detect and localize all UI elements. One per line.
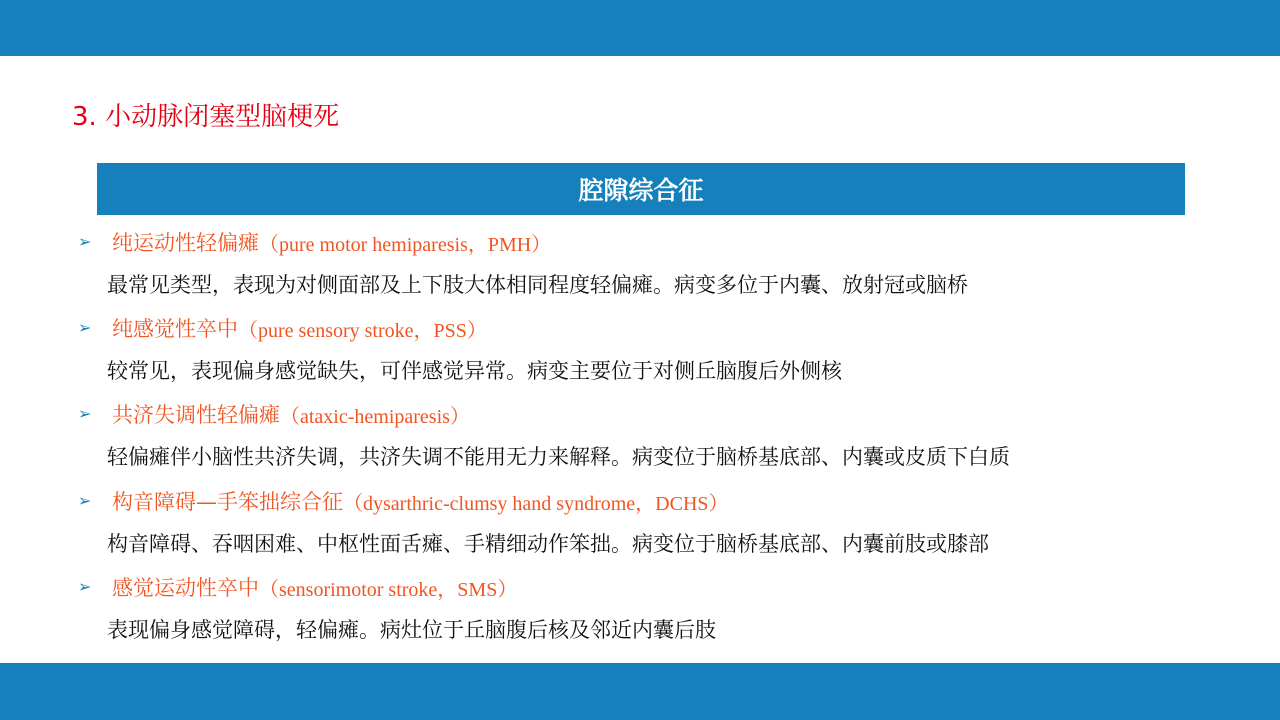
header-band [97,163,1185,215]
item-description: 较常见，表现偏身感觉缺失，可伴感觉异常。病变主要位于对侧丘脑腹后外侧核 [107,359,842,383]
item-title: 构音障碍—手笨拙综合征 [112,490,343,514]
item-title: 共济失调性轻偏瘫 [112,403,280,427]
item-head [78,486,1228,516]
item-english-name: （pure motor hemiparesis，PMH） [259,233,552,256]
section-title: 3. 小动脉闭塞型脑梗死 [72,102,340,132]
bottom-bar [0,663,1280,720]
arrow-bullet-icon: ➢ [78,404,92,423]
item-head [78,572,1228,602]
item-description: 表现偏身感觉障碍，轻偏瘫。病灶位于丘脑腹后核及邻近内囊后肢 [107,618,716,642]
item-title: 纯运动性轻偏瘫 [112,231,259,255]
item-description: 最常见类型，表现为对侧面部及上下肢大体相同程度轻偏瘫。病变多位于内囊、放射冠或脑桥 [107,273,968,297]
item-head [78,227,1228,257]
item-head [78,399,1228,429]
arrow-bullet-icon: ➢ [78,491,92,510]
item-english-name: （pure sensory stroke，PSS） [238,319,487,342]
list-item [78,313,1228,386]
item-description: 轻偏瘫伴小脑性共济失调，共济失调不能用无力来解释。病变位于脑桥基底部、内囊或皮质下白质 [107,445,1010,469]
list-item [78,227,1228,300]
arrow-bullet-icon: ➢ [78,577,92,596]
item-head [78,313,1228,343]
item-english-name: （dysarthric-clumsy hand syndrome，DCHS） [343,492,729,515]
item-english-name: （ataxic-hemiparesis） [280,405,470,428]
list-item [78,486,1228,559]
item-title: 感觉运动性卒中 [112,576,259,600]
arrow-bullet-icon: ➢ [78,318,92,337]
header-title: 腔隙综合征 [578,176,704,205]
item-title: 纯感觉性卒中 [112,317,238,341]
item-description: 构音障碍、吞咽困难、中枢性面舌瘫、手精细动作笨拙。病变位于脑桥基底部、内囊前肢或膝部 [107,532,989,556]
list-item [78,399,1228,472]
arrow-bullet-icon: ➢ [78,232,92,251]
top-bar [0,0,1280,56]
list-item [78,572,1228,645]
item-english-name: （sensorimotor stroke，SMS） [259,578,518,601]
